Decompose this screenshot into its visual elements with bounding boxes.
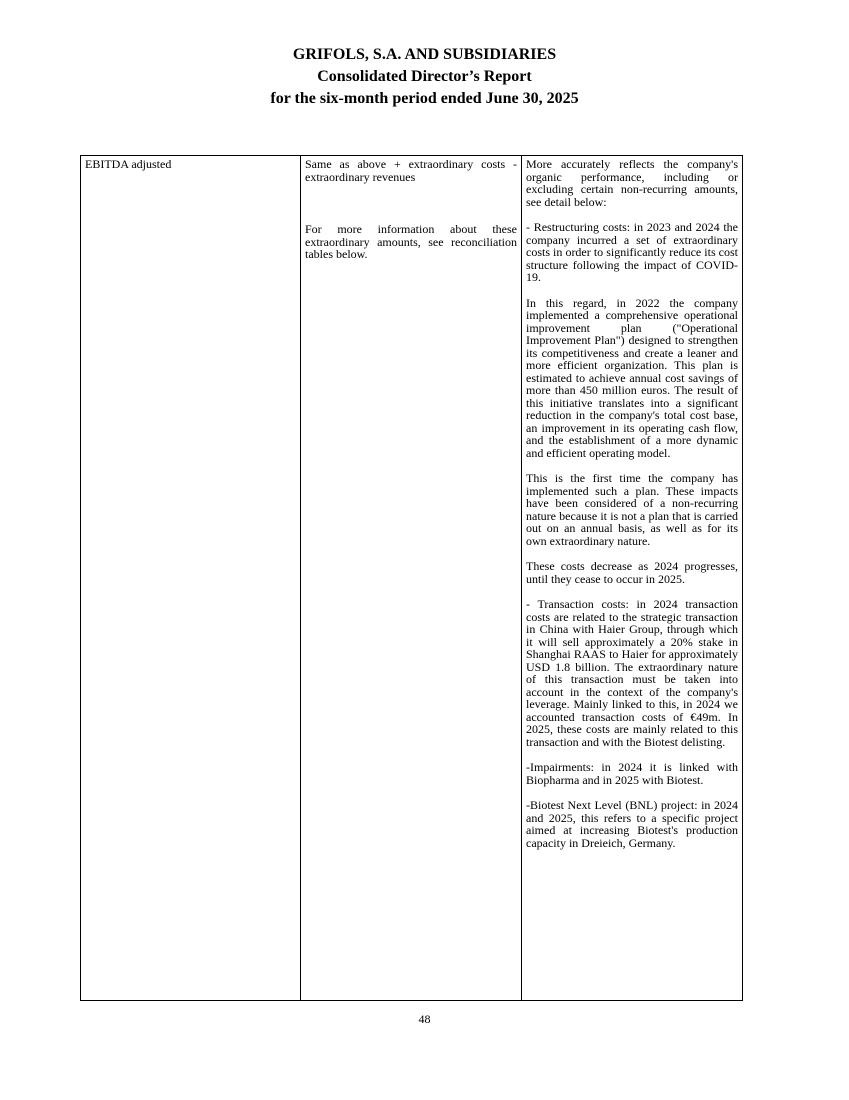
metric-name: EBITDA adjusted	[85, 157, 172, 171]
relevance-paragraph: -Biotest Next Level (BNL) project: in 2024 and 2025, this refers to a specific project aimed at increasing Biotest's production capacity in Dreieich, Germany.	[526, 798, 738, 850]
ebitda-adjusted-table	[80, 155, 743, 1001]
report-header	[0, 0, 849, 110]
relevance-paragraph: These costs decrease as 2024 progresses, until they cease to occur in 2025.	[526, 559, 738, 586]
relevance-paragraph: More accurately reflects the company's organic performance, including or excluding certain non-recurring amounts, see detail below:	[526, 157, 738, 209]
table-row	[81, 156, 743, 1001]
page-number: 48	[418, 1012, 431, 1026]
relevance-paragraph: This is the first time the company has implemented such a plan. These impacts have been considered of a non-recurring nature because it is not a plan that is carried out on an annual basis, as well as for its own extraordinary nature.	[526, 471, 738, 548]
relevance-paragraph: - Transaction costs: in 2024 transaction costs are related to the strategic transaction in China with Haier Group, through which it will sell approximately a 20% stake in Shanghai RAAS to Haier for approximately USD 1.8 billion. The extraordinary nature of this transaction must be taken into account in the context of the company's leverage. Mainly linked to this, in 2024 we accounted transaction costs of €49m. In 2025, these costs are mainly related to this transaction and with the Biotest delisting.	[526, 597, 738, 749]
metric-definition-cell	[301, 156, 522, 1001]
report-company-name: GRIFOLS, S.A. AND SUBSIDIARIES	[292, 46, 557, 63]
relevance-paragraph: - Restructuring costs: in 2023 and 2024 the company incurred a set of extraordinary costs in order to significantly reduce its cost structure following the impact of COVID-19.	[526, 220, 738, 284]
relevance-paragraph: -Impairments: in 2024 it is linked with Biopharma and in 2025 with Biotest.	[526, 760, 738, 787]
report-period: for the six-month period ended June 30, 2025	[270, 90, 579, 107]
relevance-paragraph: In this regard, in 2022 the company implemented a comprehensive operational improvement plan ("Operational Improvement Plan") designed to strengthen its competitiveness and create a leaner and more efficient organization. This plan is estimated to achieve annual cost savings of more than 450 million euros. The result of this initiative translates into a significant reduction in the company's total cost base, an improvement in its operating cash flow, and the establishment of a more dynamic and efficient operating model.	[526, 295, 738, 460]
metric-relevance-cell	[522, 156, 743, 1001]
report-document-title: Consolidated Director’s Report	[317, 68, 532, 85]
page-footer	[0, 1012, 849, 1027]
metric-name-cell	[81, 156, 301, 1001]
definition-paragraph: For more information about these extraordinary amounts, see reconciliation tables below.	[305, 222, 517, 261]
definition-paragraph: Same as above + extraordinary costs - extraordinary revenues	[305, 157, 517, 184]
